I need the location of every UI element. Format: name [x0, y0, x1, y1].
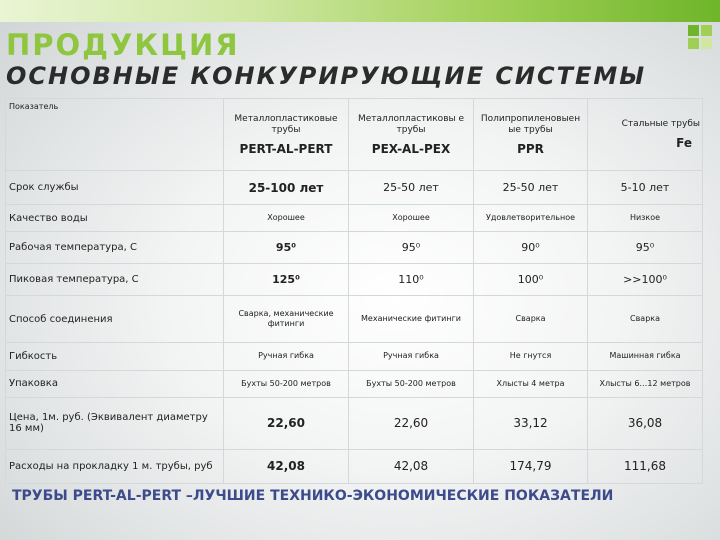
table-row — [6, 397, 703, 449]
table-cell: Бухты 50-200 метров — [349, 370, 474, 397]
row-label: Рабочая температура, С — [6, 232, 224, 264]
column-header-code: PPR — [517, 141, 544, 156]
column-header-fe — [588, 99, 703, 171]
table-row — [6, 343, 703, 370]
table-row — [6, 171, 703, 205]
column-header-name: Стальные трубы — [621, 119, 700, 129]
column-header-code: PERT-AL-PERT — [239, 141, 333, 156]
table-cell: 42,08 — [349, 449, 474, 483]
table-cell: 25-50 лет — [474, 171, 588, 205]
table-cell: Хорошее — [224, 205, 349, 232]
table-cell: 42,08 — [224, 449, 349, 483]
table-cell: Бухты 50-200 метров — [224, 370, 349, 397]
column-header-name: Металлопластиковы е трубы — [357, 113, 464, 135]
table-cell: Машинная гибка — [588, 343, 703, 370]
column-header-code: Fe — [676, 136, 692, 150]
table-cell: 125⁰ — [224, 263, 349, 295]
row-label: Гибкость — [6, 343, 224, 370]
table-row — [6, 449, 703, 483]
row-label: Расходы на прокладку 1 м. трубы, руб — [6, 449, 224, 483]
column-header-name: Металлопластиковые трубы — [234, 113, 338, 135]
logo-icon — [687, 24, 713, 50]
row-label: Цена, 1м. руб. (Эквивалент диаметру 16 мм) — [6, 397, 224, 449]
table-row — [6, 263, 703, 295]
footer-slogan: ТРУБЫ PERT-AL-PERT –ЛУЧШИЕ ТЕХНИКО-ЭКОНОМИЧЕСКИЕ ПОКАЗАТЕЛИ — [12, 488, 614, 504]
table-cell: Хлысты 4 метра — [474, 370, 588, 397]
table-cell: Сварка — [474, 295, 588, 343]
row-label: Качество воды — [6, 205, 224, 232]
table-row — [6, 370, 703, 397]
table-header-row — [6, 99, 703, 171]
table-cell: 33,12 — [474, 397, 588, 449]
table-cell: 36,08 — [588, 397, 703, 449]
table-cell: Сварка — [588, 295, 703, 343]
comparison-table — [5, 98, 703, 484]
table-cell: Хлысты 6…12 метров — [588, 370, 703, 397]
table-row — [6, 205, 703, 232]
table-cell: 25-100 лет — [224, 171, 349, 205]
table-cell: Хорошее — [349, 205, 474, 232]
table-cell: 95⁰ — [224, 232, 349, 264]
table-cell: 90⁰ — [474, 232, 588, 264]
column-header-pex — [349, 99, 474, 171]
table-cell: 22,60 — [224, 397, 349, 449]
page-title: ПРОДУКЦИЯ — [6, 28, 240, 62]
table-cell: Удовлетворительное — [474, 205, 588, 232]
column-header-param: Показатель — [6, 99, 224, 171]
table-cell: 22,60 — [349, 397, 474, 449]
table-cell: Не гнутся — [474, 343, 588, 370]
row-label: Срок службы — [6, 171, 224, 205]
column-header-ppr — [474, 99, 588, 171]
table-cell: 25-50 лет — [349, 171, 474, 205]
table-cell: 95⁰ — [588, 232, 703, 264]
table-cell: 5-10 лет — [588, 171, 703, 205]
column-header-name: Полипропиленовыен ые трубы — [480, 113, 581, 135]
table-cell: >>100⁰ — [588, 263, 703, 295]
table-cell: Сварка, механические фитинги — [224, 295, 349, 343]
table-cell: 174,79 — [474, 449, 588, 483]
table-row — [6, 232, 703, 264]
page-subtitle: ОСНОВНЫЕ КОНКУРИРУЮЩИЕ СИСТЕМЫ — [6, 62, 647, 90]
top-banner — [0, 0, 720, 22]
row-label: Пиковая температура, С — [6, 263, 224, 295]
table-cell: 110⁰ — [349, 263, 474, 295]
table-row — [6, 295, 703, 343]
column-header-code: PEX-AL-PEX — [371, 141, 451, 156]
table-cell: Низкое — [588, 205, 703, 232]
column-header-pert — [224, 99, 349, 171]
table-cell: 95⁰ — [349, 232, 474, 264]
table-cell: 111,68 — [588, 449, 703, 483]
table-cell: Ручная гибка — [349, 343, 474, 370]
row-label: Способ соединения — [6, 295, 224, 343]
table-cell: Механические фитинги — [349, 295, 474, 343]
row-label: Упаковка — [6, 370, 224, 397]
table-cell: 100⁰ — [474, 263, 588, 295]
table-cell: Ручная гибка — [224, 343, 349, 370]
